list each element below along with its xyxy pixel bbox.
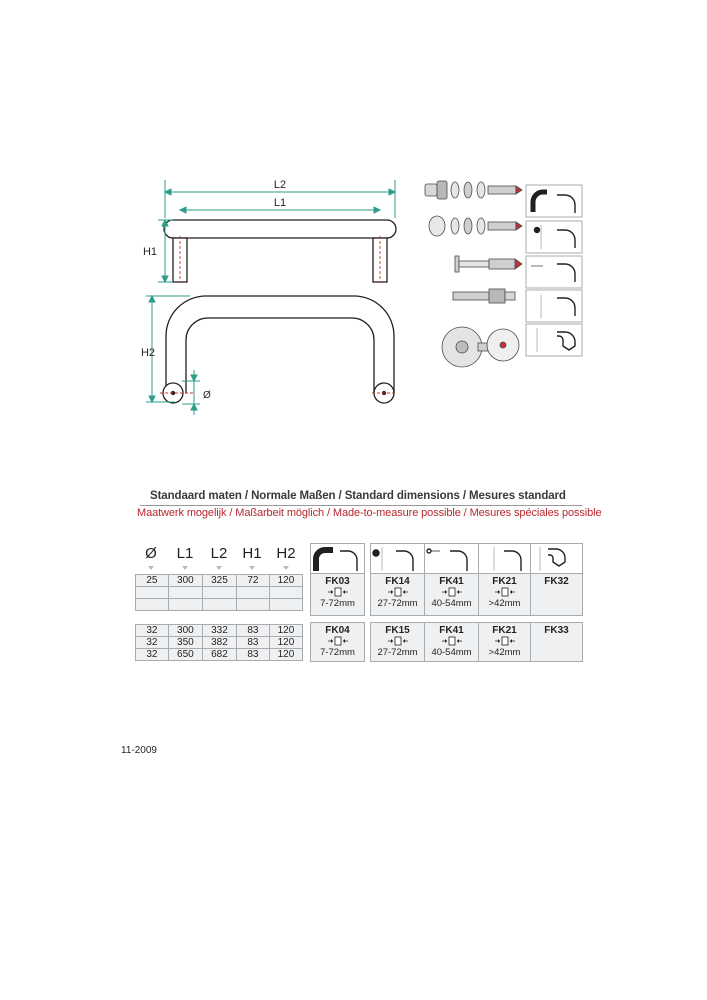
table-cell: 32 xyxy=(136,637,169,649)
fixing-code: FK32 xyxy=(544,576,569,587)
fixing-fk41-b xyxy=(424,622,479,662)
fixing-code: FK04 xyxy=(325,625,350,636)
l2-label: L2 xyxy=(273,179,287,191)
table-cell xyxy=(136,599,169,611)
fixing-fk15 xyxy=(370,622,425,662)
table-row xyxy=(136,649,303,661)
table-row xyxy=(136,575,303,587)
table-cell: 382 xyxy=(202,637,236,649)
diameter-label: Ø xyxy=(203,390,211,401)
fixing-fk14 xyxy=(370,573,425,616)
thickness-symbol-icon xyxy=(371,587,424,598)
fixing-code: FK14 xyxy=(385,576,410,587)
fixing-fk03 xyxy=(310,573,365,616)
fixing-fk33 xyxy=(530,622,583,662)
table-cell: 682 xyxy=(202,649,236,661)
fixing-range: 27-72mm xyxy=(377,647,418,658)
thickness-symbol-icon xyxy=(479,587,530,598)
center-lines xyxy=(180,236,380,283)
h1-label: H1 xyxy=(142,246,158,258)
sort-indicator xyxy=(283,566,289,570)
table-row xyxy=(136,637,303,649)
table-cell: 32 xyxy=(136,649,169,661)
sort-indicator xyxy=(216,566,222,570)
table-cell xyxy=(168,599,202,611)
thickness-symbol-icon xyxy=(425,587,478,598)
fixing-range: 7-72mm xyxy=(320,598,355,609)
fixing-range: 40-54mm xyxy=(431,647,472,658)
fixing-code: FK03 xyxy=(325,576,350,587)
fixing-icon-box xyxy=(479,544,531,574)
fixing-code: FK41 xyxy=(439,576,464,587)
thickness-symbol-icon xyxy=(311,587,364,598)
thickness-symbol-icon xyxy=(371,636,424,647)
table-cell: 120 xyxy=(269,637,302,649)
handle-drawing xyxy=(0,0,707,420)
table-cell xyxy=(237,599,270,611)
fixing-icons-row xyxy=(310,543,585,575)
sort-indicator xyxy=(182,566,188,570)
table-cell: 32 xyxy=(136,625,169,637)
col-header-h1: H1 xyxy=(242,545,262,562)
table-cell: 350 xyxy=(168,637,202,649)
table-row xyxy=(136,599,303,611)
table-cell xyxy=(202,587,236,599)
table-row xyxy=(136,587,303,599)
fixing-range: 27-72mm xyxy=(377,598,418,609)
col-header-l1: L1 xyxy=(176,545,194,562)
table-cell: 83 xyxy=(237,625,270,637)
fixing-icon-box xyxy=(425,544,479,574)
table-cell: 120 xyxy=(269,575,302,587)
table-cell: 83 xyxy=(237,637,270,649)
table-cell: 332 xyxy=(202,625,236,637)
fixing-code: FK21 xyxy=(492,576,517,587)
fixing-code: FK15 xyxy=(385,625,410,636)
fixing-range: >42mm xyxy=(488,647,521,658)
fixing-fk21 xyxy=(478,573,531,616)
hardware-illustrations xyxy=(425,181,522,367)
table-cell: 120 xyxy=(269,649,302,661)
fixing-fk32 xyxy=(530,573,583,616)
col-header-diameter: Ø xyxy=(145,545,157,562)
col-header-l2: L2 xyxy=(210,545,228,562)
table-cell xyxy=(202,599,236,611)
fixing-range: 7-72mm xyxy=(320,647,355,658)
table-cell xyxy=(269,587,302,599)
table-cell: 72 xyxy=(237,575,270,587)
handle-front-view xyxy=(163,296,394,403)
thickness-symbol-icon xyxy=(311,636,364,647)
diameter-dimension xyxy=(182,370,200,415)
fixing-range: >42mm xyxy=(488,598,521,609)
fixing-fk21-b xyxy=(478,622,531,662)
title-rule xyxy=(140,505,582,506)
l1-label: L1 xyxy=(273,197,287,209)
fixing-fk04 xyxy=(310,622,365,662)
table-cell: 25 xyxy=(136,575,169,587)
table-cell: 650 xyxy=(168,649,202,661)
dimensions-table-25 xyxy=(135,574,303,611)
table-cell: 83 xyxy=(237,649,270,661)
handle-side-view xyxy=(164,220,396,282)
table-cell: 300 xyxy=(168,625,202,637)
fixing-code: FK41 xyxy=(439,625,464,636)
dimensions-table-32 xyxy=(135,624,303,661)
thickness-symbol-icon xyxy=(479,636,530,647)
table-cell xyxy=(168,587,202,599)
table-row xyxy=(136,625,303,637)
fixing-icon-box xyxy=(531,544,583,574)
custom-size-note: Maatwerk mogelijk / Maßarbeit möglich / Made-to-measure possible / Mesures spéciales possible xyxy=(137,507,602,519)
table-cell xyxy=(136,587,169,599)
fixing-code: FK33 xyxy=(544,625,569,636)
table-cell: 325 xyxy=(202,575,236,587)
sort-indicator xyxy=(148,566,154,570)
fixing-fk41 xyxy=(424,573,479,616)
table-cell: 300 xyxy=(168,575,202,587)
h2-label: H2 xyxy=(140,347,156,359)
fixing-code: FK21 xyxy=(492,625,517,636)
table-cell xyxy=(269,599,302,611)
document-date: 11-2009 xyxy=(121,745,157,756)
dimensions-title: Standaard maten / Normale Maßen / Standard dimensions / Mesures standard xyxy=(150,490,566,502)
fixing-icon-box xyxy=(371,544,425,574)
fixing-range: 40-54mm xyxy=(431,598,472,609)
thickness-symbol-icon xyxy=(425,636,478,647)
sort-indicator xyxy=(249,566,255,570)
table-cell: 120 xyxy=(269,625,302,637)
table-cell xyxy=(237,587,270,599)
col-header-h2: H2 xyxy=(276,545,296,562)
